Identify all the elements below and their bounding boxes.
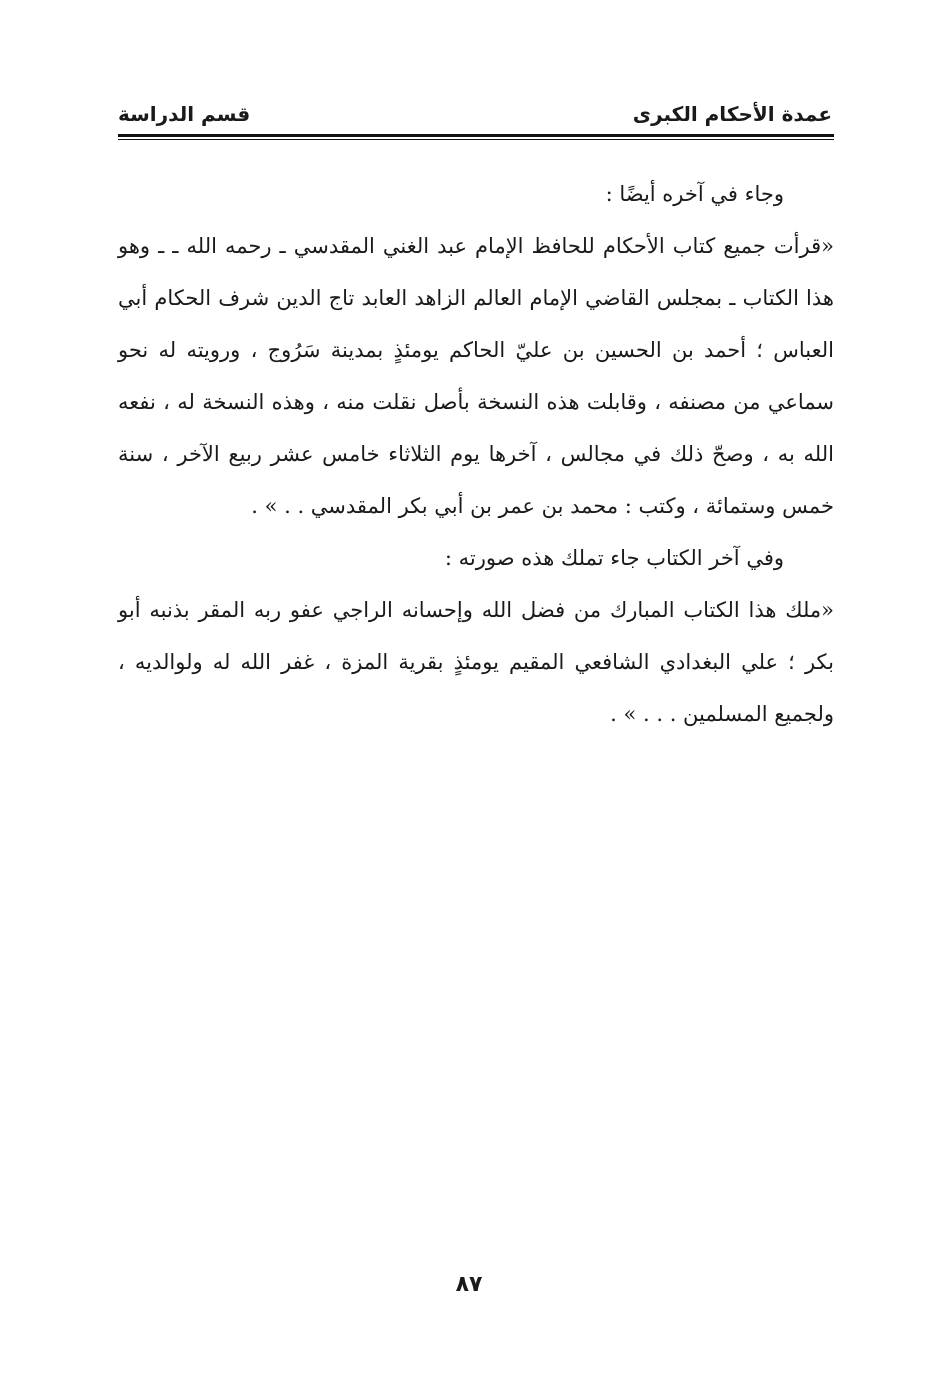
section-title: قسم الدراسة xyxy=(118,102,251,126)
quote-paragraph-2: «ملك هذا الكتاب المبارك من فضل الله وإحسانه الراجي عفو ربه المقر بذنبه أبو بكر ؛ علي البغدادي الشافعي المقيم يومئذٍ بقرية المزة ، غفر الله له ولوالديه ، ولجميع المسلمين . . . » . xyxy=(118,598,834,726)
page-number: ٨٧ xyxy=(455,1272,483,1297)
page-body xyxy=(118,168,834,740)
book-title: عمدة الأحكام الكبرى xyxy=(632,102,832,126)
intro-paragraph-1: وجاء في آخره أيضًا : xyxy=(605,182,784,206)
quote-paragraph-1: «قرأت جميع كتاب الأحكام للحافظ الإمام عبد الغني المقدسي ـ رحمه الله ـ ـ وهو هذا الكتاب ـ بمجلس القاضي الإمام العالم الزاهد العابد تاج الدين شرف الحكام أبي العباس ؛ أحمد بن الحسين بن عليّ الحاكم يومئذٍ بمدينة سَرُوج ، ورويته له نحو سماعي من مصنفه ، وقابلت هذه النسخة بأصل نقلت منه ، وهذه النسخة له ، نفعه الله به ، وصحّ ذلك في مجالس ، آخرها يوم الثلاثاء خامس عشر ربيع الآخر ، سنة خمس وستمائة ، وكتب : محمد بن عمر بن أبي بكر المقدسي . . » . xyxy=(118,234,834,518)
header-rule-thin xyxy=(118,139,834,140)
header-rule-thick xyxy=(118,134,834,137)
intro-paragraph-2: وفي آخر الكتاب جاء تملك هذه صورته : xyxy=(444,546,784,570)
running-header xyxy=(118,100,832,132)
